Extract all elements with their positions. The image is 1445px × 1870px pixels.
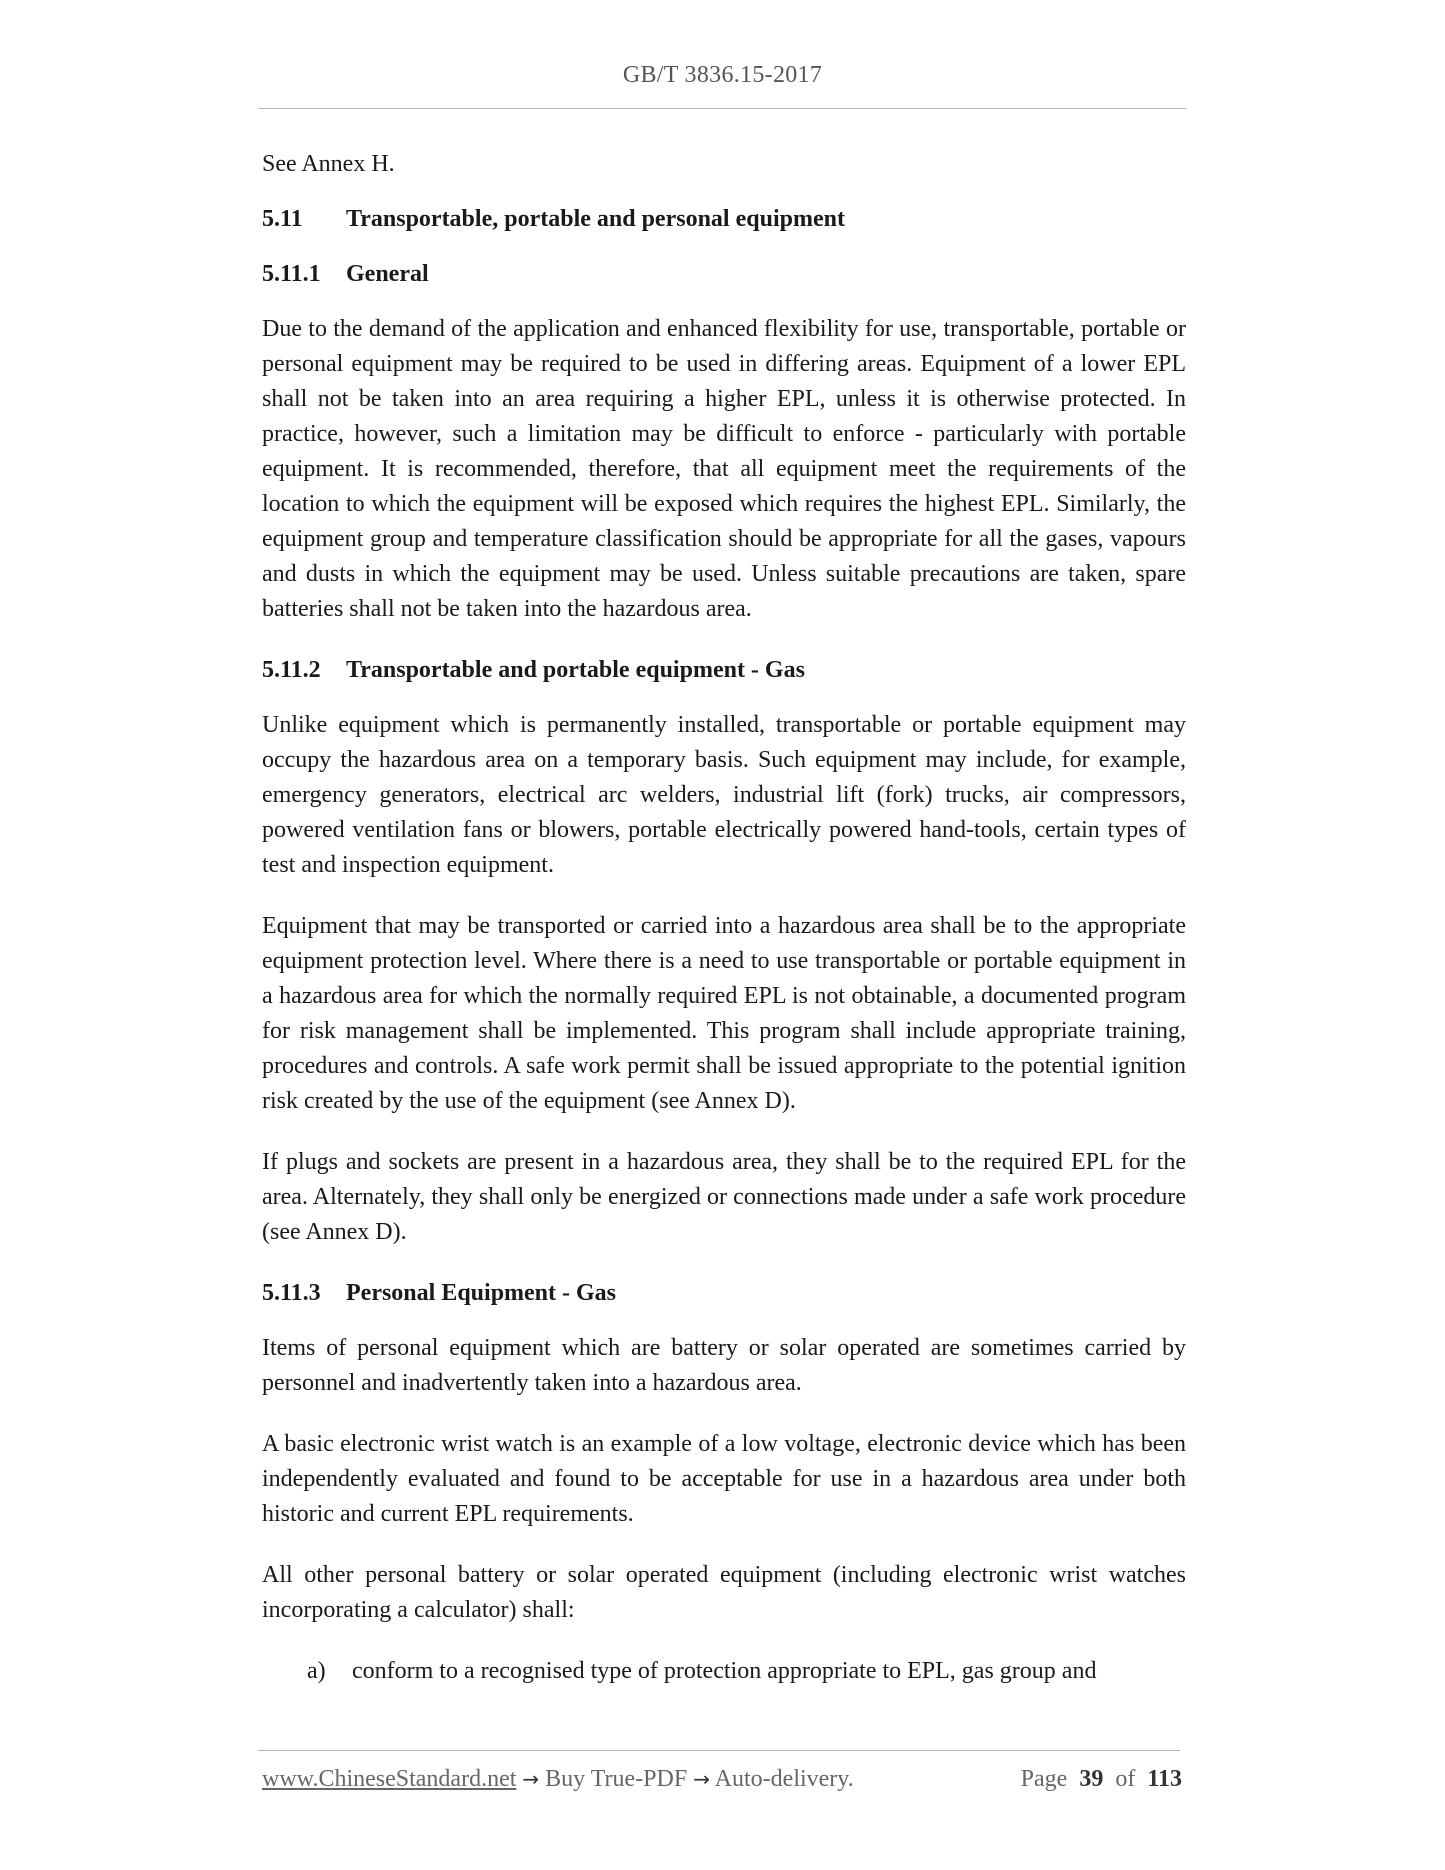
section-5-11-3-heading	[262, 1276, 1186, 1311]
footer-divider	[258, 1750, 1180, 1751]
section-title: General	[346, 261, 429, 287]
paragraph: Equipment that may be transported or carried into a hazardous area shall be to the appropriate equipment protection level. Where there is a need to use transportable or portable equipment in a hazardous area for which the normally required EPL is not obtainable, a documented program for risk management shall be implemented. This program shall include appropriate training, procedures and controls. A safe work permit shall be issued appropriate to the potential ignition risk created by the use of the equipment (see Annex D).	[262, 913, 1186, 1114]
arrow-right-icon: →	[522, 1767, 540, 1791]
paragraph: A basic electronic wrist watch is an example of a low voltage, electronic device which has been independently evaluated and found to be acceptable for use in a hazardous area under both historic and current EPL requirements.	[262, 1431, 1186, 1527]
section-number: 5.11	[262, 206, 303, 232]
section-5-11-heading	[262, 202, 1186, 237]
section-number: 5.11.3	[262, 1280, 321, 1306]
section-title: Transportable and portable equipment - Gas	[346, 657, 805, 683]
buy-pdf-text: Buy True-PDF	[545, 1766, 688, 1792]
page-total: 113	[1147, 1766, 1182, 1792]
document-header-title: GB/T 3836.15-2017	[622, 62, 823, 88]
intro-paragraph: See Annex H.	[262, 151, 395, 177]
paragraph: Due to the demand of the application and enhanced flexibility for use, transportable, portable or personal equipment may be required to be used in differing areas. Equipment of a lower EPL shall not be taken into an area requiring a higher EPL, unless it is otherwise protected. In practice, however, such a limitation may be difficult to enforce - particularly with portable equipment. It is recommended, therefore, that all equipment meet the requirements of the location to which the equipment will be exposed which requires the highest EPL. Similarly, the equipment group and temperature classification should be appropriate for all the gases, vapours and dusts in which the equipment may be used. Unless suitable precautions are taken, spare batteries shall not be taken into the hazardous area.	[262, 316, 1186, 622]
paragraph: All other personal battery or solar operated equipment (including electronic wrist watches incorporating a calculator) shall:	[262, 1562, 1186, 1623]
list-item-text: conform to a recognised type of protection appropriate to EPL, gas group and	[352, 1658, 1097, 1684]
of-word: of	[1115, 1766, 1136, 1792]
page-footer	[262, 1766, 1182, 1793]
paragraph: If plugs and sockets are present in a hazardous area, they shall be to the required EPL for the area. Alternately, they shall only be energized or connections made under a safe work procedure (see Annex D).	[262, 1149, 1186, 1245]
section-5-11-2-heading	[262, 653, 1186, 688]
site-link[interactable]: www.ChineseStandard.net	[262, 1766, 517, 1792]
header-divider	[258, 108, 1186, 109]
page-current: 39	[1079, 1766, 1104, 1792]
list-item	[262, 1654, 1186, 1689]
auto-delivery-text: Auto-delivery.	[714, 1766, 854, 1792]
section-title: Transportable, portable and personal equipment	[346, 206, 845, 232]
document-body	[262, 147, 1186, 1689]
page-indicator	[1021, 1766, 1182, 1793]
paragraph: Items of personal equipment which are battery or solar operated are sometimes carried by personnel and inadvertently taken into a hazardous area.	[262, 1335, 1186, 1396]
arrow-right-icon: →	[693, 1767, 710, 1791]
section-5-11-1-heading	[262, 257, 1186, 292]
paragraph: Unlike equipment which is permanently installed, transportable or portable equipment may occupy the hazardous area on a temporary basis. Such equipment may include, for example, emergency generators, electrical arc welders, industrial lift (fork) trucks, air compressors, powered ventilation fans or blowers, portable electrically powered hand-tools, certain types of test and inspection equipment.	[262, 712, 1186, 878]
section-number: 5.11.1	[262, 261, 321, 287]
section-number: 5.11.2	[262, 657, 321, 683]
list-marker: a)	[307, 1658, 326, 1684]
page-word: Page	[1020, 1766, 1068, 1792]
section-title: Personal Equipment - Gas	[346, 1280, 617, 1306]
